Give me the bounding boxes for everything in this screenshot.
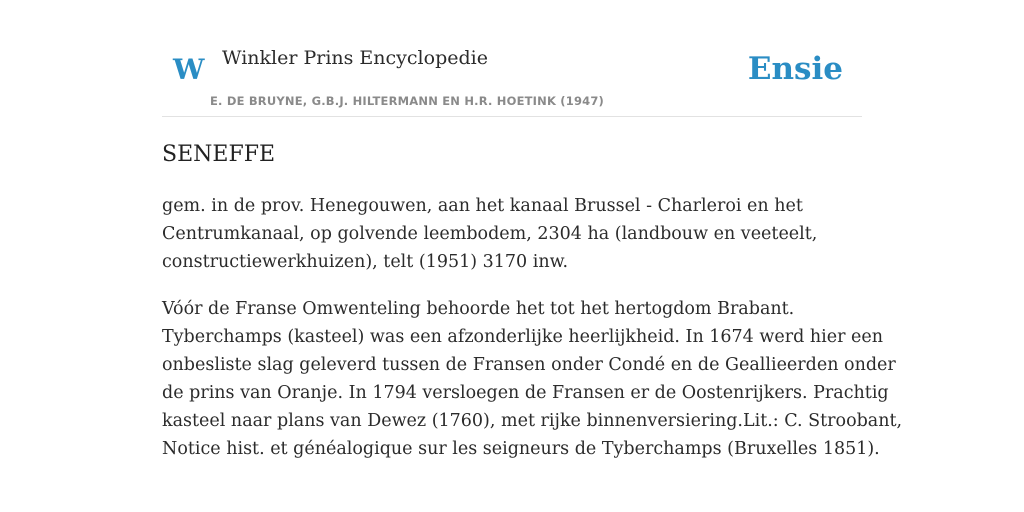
paragraph	[162, 295, 903, 463]
paragraph-line: Centrumkanaal, op golvende leembodem, 2304 ha (landbouw en veeteelt,	[162, 224, 818, 244]
paragraph-line: Tyberchamps (kasteel) was een afzonderlijke heerlijkheid. In 1674 werd hier een	[162, 327, 883, 347]
paragraph-line: Vóór de Franse Omwenteling behoorde het tot het hertogdom Brabant.	[162, 299, 795, 319]
paragraph-line: kasteel naar plans van Dewez (1760), met rijke binnenversiering.Lit.: C. Stroobant,	[162, 411, 903, 431]
winkler-prins-logo[interactable]: W	[173, 53, 205, 86]
header	[162, 0, 862, 117]
paragraph	[162, 192, 862, 276]
paragraph-line: gem. in de prov. Henegouwen, aan het kanaal Brussel - Charleroi en het	[162, 196, 803, 216]
paragraph-line: onbesliste slag geleverd tussen de Fransen onder Condé en de Geallieerden onder	[162, 355, 896, 375]
paragraph-line: constructiewerkhuizen), telt (1951) 3170 inw.	[162, 252, 569, 272]
authors-line: E. DE BRUYNE, G.B.J. HILTERMANN EN H.R. HOETINK (1947)	[210, 94, 605, 108]
entry-title: SENEFFE	[162, 142, 276, 167]
encyclopedia-title[interactable]: Winkler Prins Encyclopedie	[222, 47, 488, 69]
paragraph-line: Notice hist. et généalogique sur les seigneurs de Tyberchamps (Bruxelles 1851).	[162, 439, 880, 459]
paragraph-line: de prins van Oranje. In 1794 versloegen de Fransen er de Oostenrijkers. Prachtig	[162, 383, 889, 403]
ensie-logo[interactable]: Ensie	[747, 51, 843, 87]
entry-body	[162, 192, 903, 482]
